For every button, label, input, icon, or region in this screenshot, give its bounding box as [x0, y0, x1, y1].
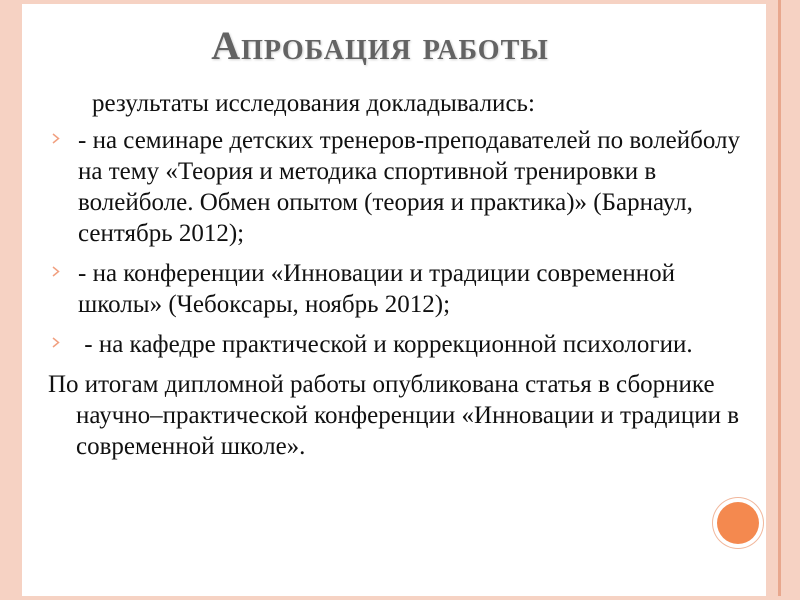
bullet-item — [48, 329, 760, 360]
conclusion-text: По итогам дипломной работы опубликована статья в сборнике научно–практической конференции «Инновации и традиции в современной школе». — [48, 371, 740, 460]
slide-body — [48, 88, 760, 462]
frame-top-border — [0, 0, 800, 4]
bullet-text: - на кафедре практической и коррекционной психологии. — [78, 331, 693, 358]
slide-title: Апробация работы — [211, 23, 549, 68]
frame-right-band — [766, 0, 800, 600]
bullet-text: - на конференции «Инновации и традиции современной школы» (Чебоксары, ноябрь 2012); — [78, 260, 675, 318]
frame-left-border — [0, 0, 22, 600]
decorative-circle — [717, 502, 759, 544]
bullet-item — [48, 125, 760, 249]
frame-right-line — [778, 0, 781, 600]
bullet-text: - на семинаре детских тренеров-преподавателей по волейболу на тему «Теория и методика спортивной тренировки в волейболе. Обмен опытом (теория и практика)» (Барнаул, сентябрь 2012); — [78, 127, 741, 247]
frame-bottom-border — [0, 596, 800, 600]
chevron-bullet-icon — [52, 337, 60, 348]
intro-text: результаты исследования докладывались: — [92, 90, 535, 117]
chevron-bullet-icon — [52, 266, 60, 277]
bullet-item — [48, 258, 760, 320]
bullet-list — [48, 125, 760, 360]
chevron-bullet-icon — [52, 133, 60, 144]
